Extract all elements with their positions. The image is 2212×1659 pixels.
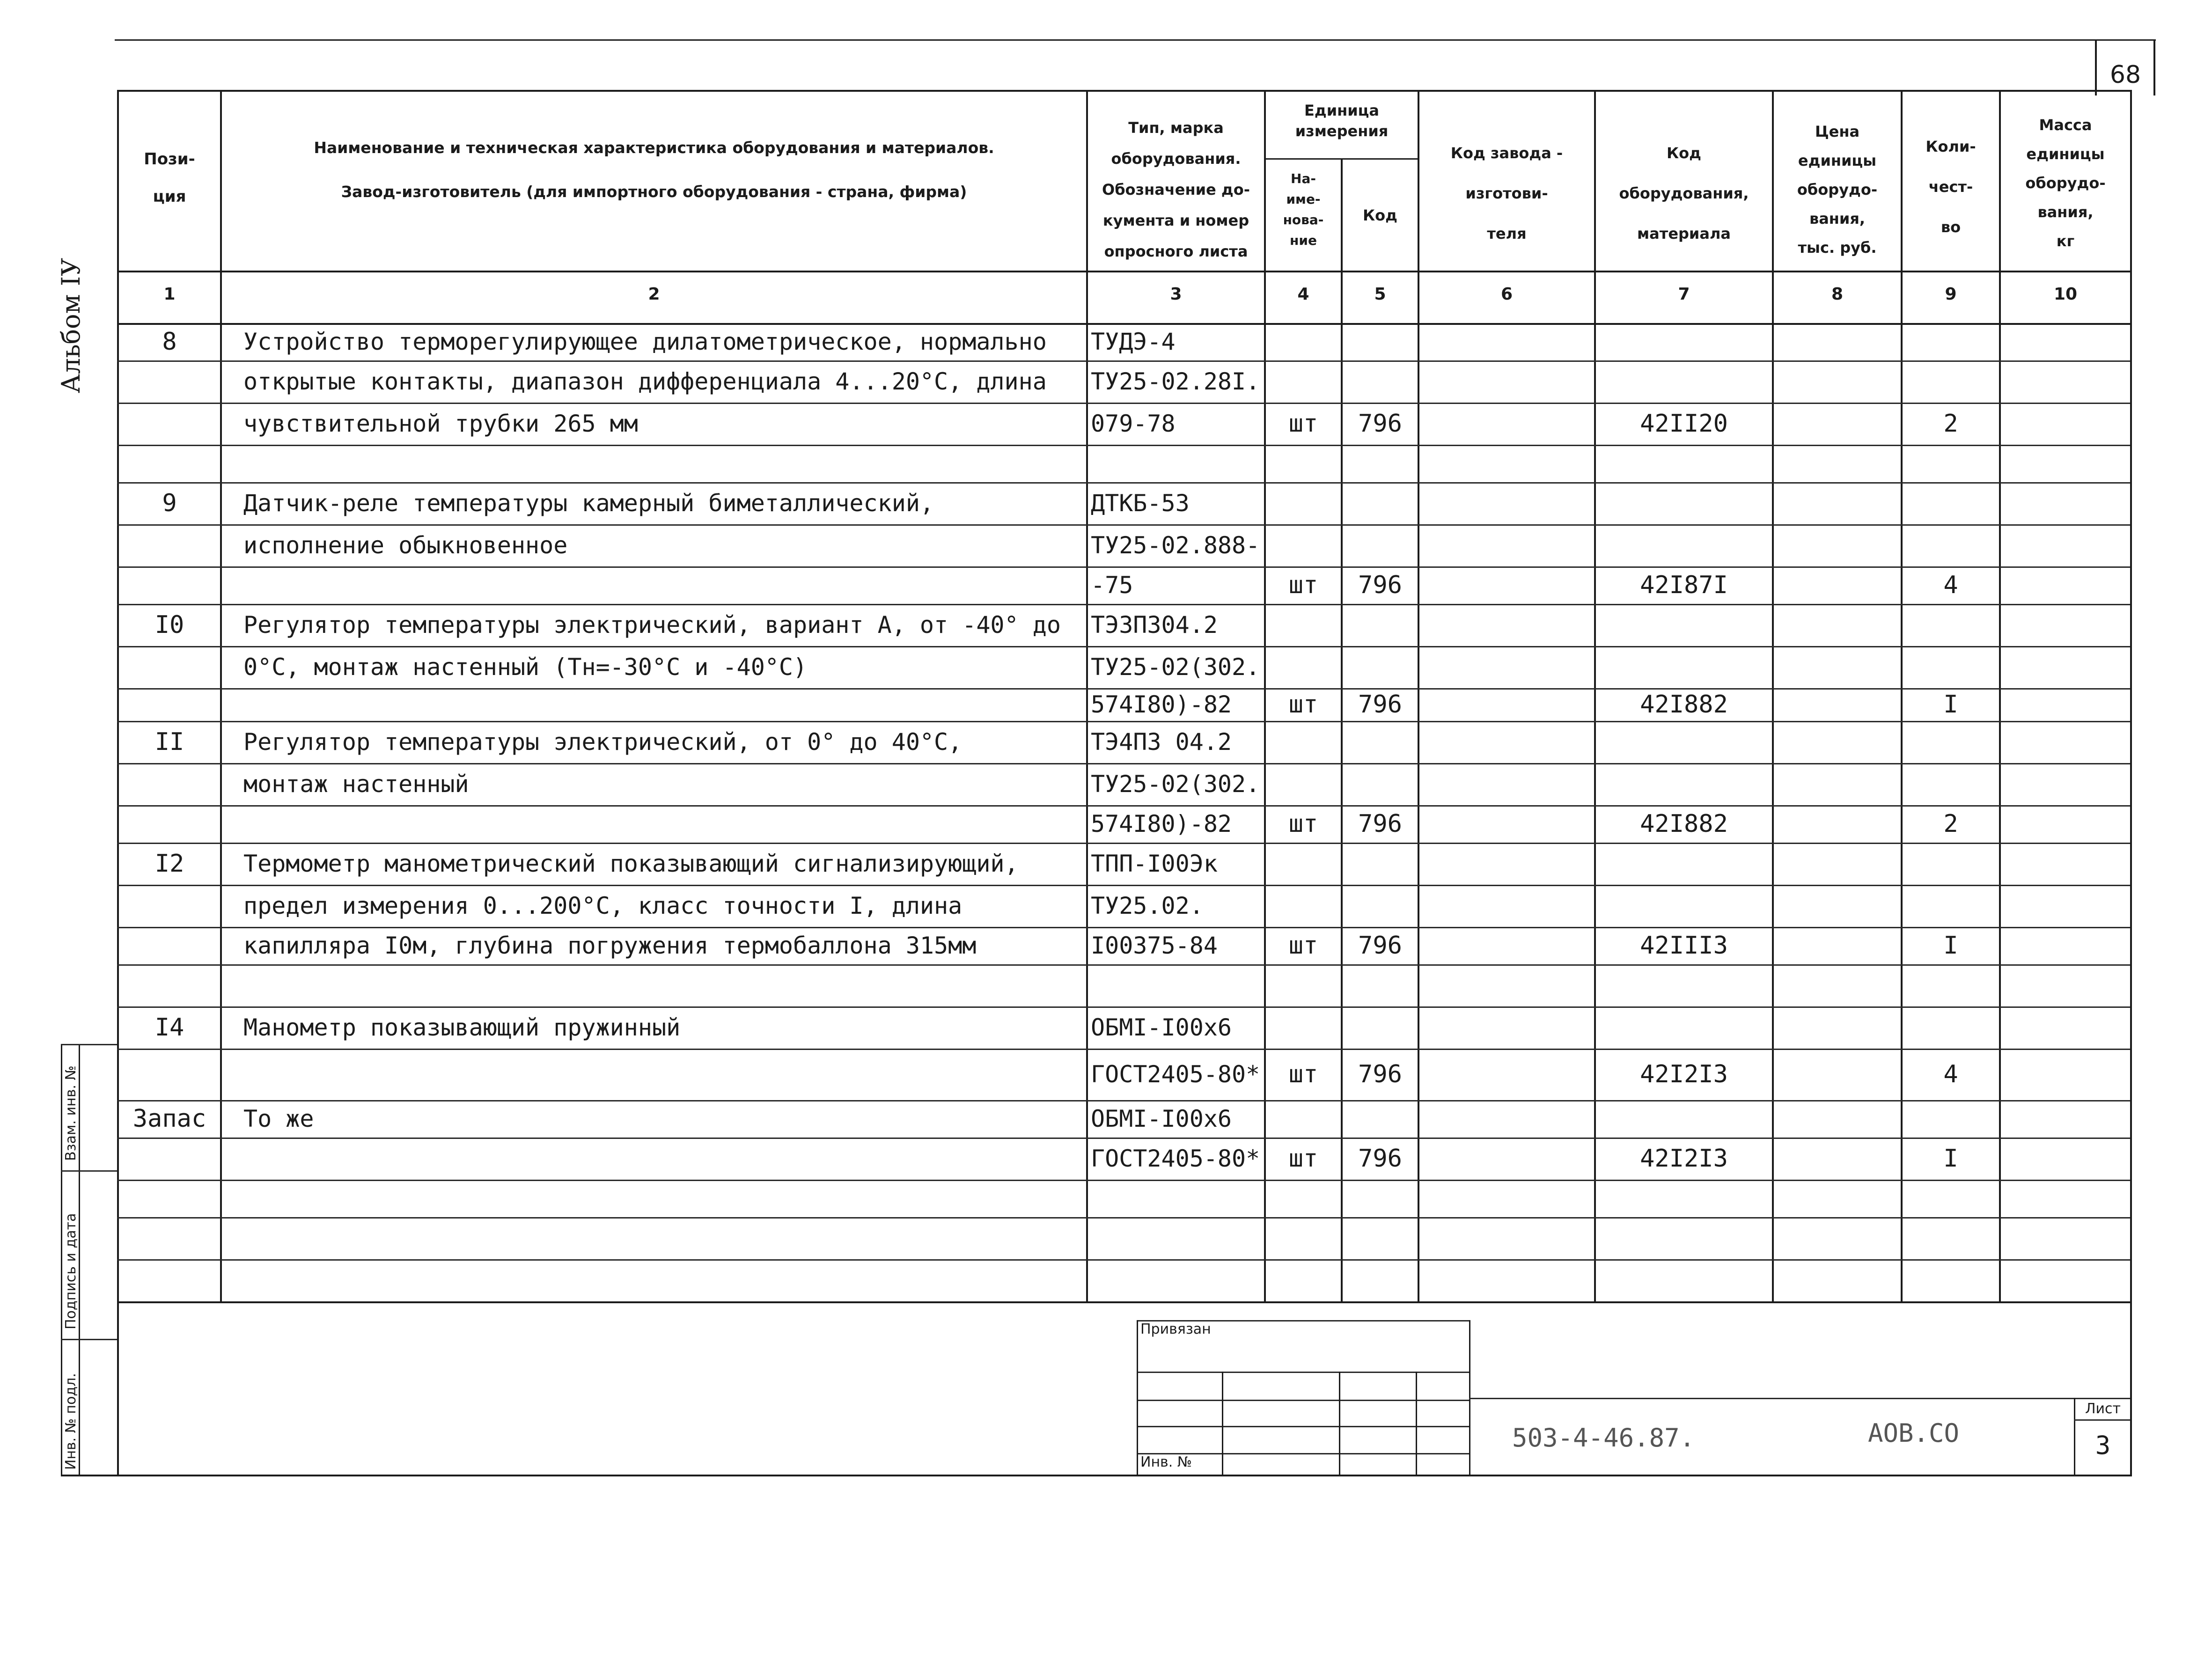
cell-name: предел измерения 0...200°С, класс точности I, длина — [243, 892, 963, 919]
margin-vzam: Взам. инв. № — [63, 1065, 79, 1161]
cell-equipment-code: 42III3 — [1640, 932, 1728, 960]
cell-name: чувствительной трубки 265 мм — [243, 410, 638, 437]
header-unit-code: Код — [1363, 206, 1397, 224]
cell-type: ТУ25-02(302. — [1091, 653, 1260, 681]
header-unit-name: На- име- нова- ние — [1283, 171, 1324, 248]
cell-unit: шт — [1288, 410, 1318, 438]
cell-name: капилляра I0м, глубина погружения термобаллона 315мм — [243, 932, 977, 959]
cell-position: 9 — [162, 489, 177, 517]
cell-position: Запас — [132, 1105, 206, 1133]
cell-position: 8 — [162, 328, 177, 356]
cell-name: 0°С, монтаж настенный (Тн=-30°С и -40°С) — [243, 653, 808, 681]
cell-position: II — [154, 728, 184, 756]
cell-type: ТУДЭ-4 — [1091, 328, 1176, 355]
row-divider — [117, 1100, 2130, 1101]
cell-type: ОБМI-I00х6 — [1091, 1014, 1232, 1041]
row-divider — [117, 566, 2130, 568]
section-code: АОВ.СО — [1868, 1418, 1960, 1448]
sheet-label: Лист — [2085, 1401, 2121, 1417]
row-divider — [117, 1049, 2130, 1050]
cell-equipment-code: 42II20 — [1640, 410, 1728, 438]
cell-quantity: I — [1943, 690, 1958, 719]
margin-inv-podl: Инв. № подл. — [63, 1373, 79, 1470]
cell-quantity: 4 — [1943, 571, 1958, 599]
header-factory-code: Код завода - изготови- теля — [1450, 144, 1563, 242]
row-divider — [117, 482, 2130, 484]
cell-name: Манометр показывающий пружинный — [243, 1014, 681, 1041]
row-divider — [117, 445, 2130, 446]
header-equipment-code: Код оборудования, материала — [1619, 144, 1749, 242]
page-number: 68 — [2109, 61, 2141, 89]
cell-quantity: 4 — [1943, 1060, 1958, 1088]
header-price: Цена единицы оборудо- вания, тыс. руб. — [1797, 123, 1878, 257]
colnum-8: 8 — [1831, 285, 1844, 304]
cell-type: ГОСТ2405-80* — [1091, 1061, 1260, 1088]
cell-position: I0 — [154, 611, 184, 639]
header-position: Пози- ция — [144, 150, 195, 206]
cell-type: ТЭ3П304.2 — [1091, 611, 1218, 639]
cell-position: I4 — [154, 1013, 184, 1042]
cell-unit-code: 796 — [1358, 410, 1402, 438]
cell-type: ОБМI-I00х6 — [1091, 1105, 1232, 1132]
cell-unit: шт — [1288, 1060, 1318, 1088]
cell-name: Регулятор температуры электрический, от 0° до 40°С, — [243, 728, 963, 756]
header-quantity: Коли- чест- во — [1925, 138, 1976, 236]
cell-quantity: 2 — [1943, 810, 1958, 838]
cell-type: 574I80)-82 — [1091, 810, 1232, 837]
header-name-line2: Завод-изготовитель (для импортного оборудования - страна, фирма) — [341, 183, 967, 201]
cell-unit-code: 796 — [1358, 690, 1402, 719]
cell-unit-code: 796 — [1358, 1060, 1402, 1088]
cell-type: ТУ25-02(302. — [1091, 771, 1260, 798]
row-divider — [117, 604, 2130, 605]
cell-name: То же — [243, 1105, 314, 1132]
sheet-number: 3 — [2095, 1431, 2111, 1460]
cell-unit-code: 796 — [1358, 571, 1402, 599]
cell-unit-code: 796 — [1358, 810, 1402, 838]
header-mass: Масса единицы оборудо- вания, кг — [2025, 116, 2106, 250]
header-type: Тип, марка оборудования. Обозначение до- кумента и номер опросного листа — [1102, 119, 1250, 260]
cell-name: открытые контакты, диапазон дифференциала 4...20°С, длина — [243, 368, 1047, 395]
row-divider — [117, 843, 2130, 844]
cell-unit: шт — [1288, 932, 1318, 960]
cell-unit: шт — [1288, 690, 1318, 719]
cell-type: ТУ25-02.888- — [1091, 532, 1260, 559]
cell-equipment-code: 42I882 — [1640, 690, 1728, 719]
colnum-1: 1 — [163, 285, 176, 304]
cell-name: Термометр манометрический показывающий сигнализирующий, — [243, 850, 1019, 877]
cell-type: ТЭ4П3 04.2 — [1091, 728, 1232, 756]
row-divider — [117, 688, 2130, 690]
header-unit: Единица измерения — [1295, 102, 1389, 140]
cell-quantity: I — [1943, 1145, 1958, 1173]
cell-quantity: 2 — [1943, 410, 1958, 438]
row-divider — [117, 524, 2130, 526]
cell-equipment-code: 42I2I3 — [1640, 1060, 1728, 1088]
colnum-9: 9 — [1945, 285, 1957, 304]
cell-name: монтаж настенный — [243, 771, 469, 798]
cell-type: ТПП-I00Эк — [1091, 850, 1218, 877]
cell-unit: шт — [1288, 571, 1318, 599]
row-divider — [117, 360, 2130, 362]
cell-name: Регулятор температуры электрический, вариант А, от -40° до — [243, 611, 1061, 639]
cell-unit-code: 796 — [1358, 932, 1402, 960]
cell-quantity: I — [1943, 932, 1958, 960]
cell-name: Датчик-реле температуры камерный биметаллический, — [243, 490, 934, 517]
stamp-inv-no: Инв. № — [1140, 1454, 1192, 1470]
row-divider — [117, 1006, 2130, 1008]
cell-equipment-code: 42I2I3 — [1640, 1145, 1728, 1173]
cell-type: ТУ25-02.28I. — [1091, 368, 1260, 395]
colnum-3: 3 — [1170, 285, 1182, 304]
cell-type: ТУ25.02. — [1091, 892, 1204, 919]
cell-type: I00375-84 — [1091, 932, 1218, 959]
row-divider — [117, 927, 2130, 928]
row-divider — [117, 805, 2130, 807]
cell-unit: шт — [1288, 1145, 1318, 1173]
header-name-line1: Наименование и техническая характеристика оборудования и материалов. — [314, 139, 994, 157]
row-divider — [117, 763, 2130, 764]
cell-unit-code: 796 — [1358, 1145, 1402, 1173]
margin-podpis: Подпись и дата — [63, 1213, 79, 1329]
cell-type: -75 — [1091, 572, 1133, 599]
row-divider — [117, 1217, 2130, 1219]
album-label: Альбом IУ — [56, 257, 86, 393]
cell-equipment-code: 42I882 — [1640, 810, 1728, 838]
cell-position: I2 — [154, 850, 184, 878]
document-code: 503-4-46.87. — [1512, 1423, 1695, 1453]
colnum-5: 5 — [1374, 285, 1386, 304]
colnum-10: 10 — [2053, 285, 2078, 304]
row-divider — [117, 646, 2130, 647]
cell-name: Устройство терморегулирующее дилатометрическое, нормально — [243, 328, 1047, 355]
row-divider — [117, 1259, 2130, 1261]
row-divider — [117, 721, 2130, 722]
colnum-7: 7 — [1678, 285, 1690, 304]
cell-name: исполнение обыкновенное — [243, 532, 568, 559]
cell-type: 574I80)-82 — [1091, 691, 1232, 718]
colnum-4: 4 — [1297, 285, 1309, 304]
row-divider — [117, 1138, 2130, 1139]
stamp-privyazan: Привязан — [1140, 1321, 1211, 1337]
row-divider — [117, 403, 2130, 404]
row-divider — [117, 885, 2130, 886]
colnum-2: 2 — [648, 285, 660, 304]
cell-type: 079-78 — [1091, 410, 1176, 437]
cell-equipment-code: 42I87I — [1640, 571, 1728, 599]
row-divider — [117, 964, 2130, 966]
cell-type: ГОСТ2405-80* — [1091, 1145, 1260, 1172]
row-divider — [117, 1180, 2130, 1181]
colnum-6: 6 — [1500, 285, 1513, 304]
cell-type: ДТКБ-53 — [1091, 490, 1190, 517]
cell-unit: шт — [1288, 810, 1318, 838]
